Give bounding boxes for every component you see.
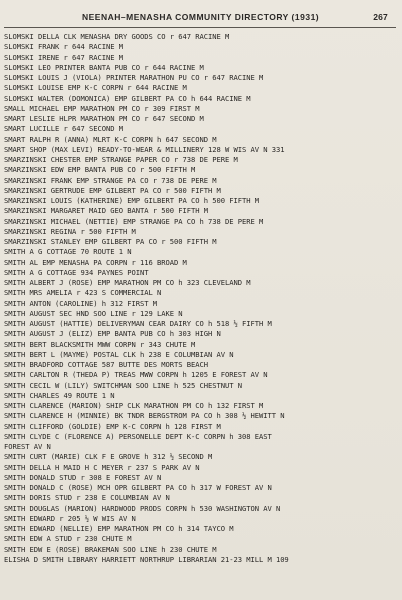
directory-entry: SMITH MRS AMELIA r 423 S COMMERCIAL N (4, 288, 162, 298)
directory-entry: SMITH CLIFFORD (GOLDIE) EMP K-C CORPN h 128 FIRST M (4, 421, 221, 431)
directory-entry: SMITH ANTON (CAROLINE) h 312 FIRST M (4, 298, 157, 308)
header-rule (4, 27, 396, 28)
directory-entry: SMITH CURT (MARIE) CLK F E GROVE h 312 ½ SECOND M (4, 452, 213, 462)
directory-entry: SLOMSKI IRENE r 647 RACINE M (4, 52, 123, 62)
directory-entry: SMART SHOP (MAX LEVI) READY-TO-WEAR & MILLINERY 128 W WIS AV N 331 (4, 144, 285, 154)
directory-entry: SMARZINSKI REGINA r 500 FIFTH M (4, 226, 136, 236)
directory-entry: SMART RALPH R (ANNA) MLRT K-C CORPN h 647 SECOND M (4, 134, 217, 144)
directory-entry: SMITH EDWARD (NELLIE) EMP MARATHON PM CO h 314 TAYCO M (4, 524, 234, 533)
directory-entry: SMITH AUGUST (HATTIE) DELIVERYMAN CEAR DAIRY CO h 518 ½ FIFTH M (4, 319, 272, 328)
directory-entry: SMITH CLARENCE H (MINNIE) BK TNDR BERGSTROM PA CO h 308 ½ HEWITT N (4, 411, 285, 421)
directory-title: NEENAH–MENASHA COMMUNITY DIRECTORY (1931) (82, 12, 320, 22)
directory-entry: SLOMSKI LOUISE EMP K-C CORPN r 644 RACINE M (4, 83, 187, 93)
directory-entry: SMITH CLARENCE (MARION) SHIP CLK MARATHON PM CO h 132 FIRST M (4, 401, 264, 410)
directory-entry: SLOMSKI WALTER (DOMONICA) EMP GILBERT PA CO h 644 RACINE M (4, 93, 251, 103)
directory-entry: SMARZINSKI LOUIS (KATHERINE) EMP GILBERT PA CO h 500 FIFTH M (4, 196, 259, 205)
directory-entry: ELISHA D SMITH LIBRARY HARRIETT NORTHRUP LIBRARIAN 21-23 MILL M 109 (4, 554, 289, 564)
directory-entry: SMITH CHARLES 49 ROUTE 1 N (4, 390, 115, 400)
directory-entry: SMALL MICHAEL EMP MARATHON PM CO r 309 FIRST M (4, 103, 200, 113)
directory-entry: SMITH CECIL W (LILY) SWITCHMAN SOO LINE h 525 CHESTNUT N (4, 380, 242, 390)
directory-entry: SMART LUCILLE r 647 SECOND M (4, 124, 123, 134)
directory-entry: SMARZINSKI MARGARET MAID GEO BANTA r 500 FIFTH M (4, 206, 208, 216)
directory-entry: SMITH EDW A STUD r 230 CHUTE M (4, 534, 132, 544)
directory-entry: SMITH AUGUST SEC HND SOO LINE r 129 LAKE N (4, 308, 183, 318)
directory-entry: SMARZINSKI STANLEY EMP GILBERT PA CO r 500 FIFTH M (4, 237, 217, 246)
directory-entry: SMART LESLIE HLPR MARATHON PM CO r 647 SECOND M (4, 114, 204, 123)
directory-entry: SLOMSKI LOUIS J (VIOLA) PRINTER MARATHON PU CO r 647 RACINE M (4, 73, 264, 82)
directory-entry: SMITH A G COTTAGE 934 PAYNES POINT (4, 267, 149, 277)
directory-entry: SMARZINSKI CHESTER EMP STRANGE PAPER CO r 738 DE PERE M (4, 155, 238, 164)
directory-entry: SMITH DORIS STUD r 238 E COLUMBIAN AV N (4, 493, 170, 503)
directory-entry: SMITH BERT L (MAYME) POSTAL CLK h 238 E COLUMBIAN AV N (4, 349, 234, 359)
directory-entry: SMARZINSKI EDW EMP BANTA PUB CO r 500 FIFTH M (4, 165, 196, 175)
directory-entry: SMITH CARLTON R (THEDA P) TREAS MWW CORPN h 1205 E FOREST AV N (4, 370, 268, 380)
page-number: 267 (373, 12, 388, 22)
directory-entry: SMITH EDW E (ROSE) BRAKEMAN SOO LINE h 230 CHUTE M (4, 544, 217, 554)
directory-entry: SMITH DELLA H MAID H C MEYER r 237 S PARK AV N (4, 462, 200, 472)
directory-entry: SMARZINSKI MICHAEL (NETTIE) EMP STRANGE PA CO h 738 DE PERE M (4, 216, 264, 226)
directory-entry: SMITH BERT BLACKSMITH MWW CORPN r 343 CHUTE M (4, 339, 196, 349)
directory-entry: SMITH BRADFORD COTTAGE 587 BUTTE DES MORTS BEACH (4, 360, 208, 369)
directory-entry: FOREST AV N (4, 442, 51, 451)
page-header (4, 10, 396, 24)
directory-entry: SLOMSKI FRANK r 644 RACINE M (4, 42, 123, 52)
directory-entry: SMITH AUGUST J (ELIZ) EMP BANTA PUB CO h 303 HIGH N (4, 329, 221, 339)
directory-entry: SMITH DONALD C (ROSE) MCH OPR GILBERT PA CO h 317 W FOREST AV N (4, 483, 272, 492)
directory-entry: SMITH EDWARD r 205 ½ W WIS AV N (4, 513, 136, 523)
directory-entry: SMITH DONALD STUD r 308 E FOREST AV N (4, 472, 162, 482)
directory-entry: SMITH DOUGLAS (MARION) HARDWOOD PRODS CORPN h 530 WASHINGTON AV N (4, 503, 281, 513)
directory-entry: SMITH ALBERT J (ROSE) EMP MARATHON PM CO h 323 CLEVELAND M (4, 278, 251, 287)
directory-entry: SMARZINSKI FRANK EMP STRANGE PA CO r 738 DE PERE M (4, 175, 217, 185)
directory-entry: SMITH A G COTTAGE 70 ROUTE 1 N (4, 247, 132, 257)
directory-entry: SMARZINSKI GERTRUDE EMP GILBERT PA CO r 500 FIFTH M (4, 185, 221, 195)
directory-entry: SMITH AL EMP MENASHA PA CORPN r 116 BROAD M (4, 257, 187, 267)
directory-entry: SLOMSKI LEO PRINTER BANTA PUB CO r 644 RACINE M (4, 62, 204, 72)
directory-entry: SMITH CLYDE C (FLORENCE A) PERSONELLE DEPT K-C CORPN h 308 EAST (4, 431, 272, 441)
directory-entry: SLOMSKI DELLA CLK MENASHA DRY GOODS CO r 647 RACINE M (4, 32, 230, 41)
directory-entries (4, 32, 396, 565)
